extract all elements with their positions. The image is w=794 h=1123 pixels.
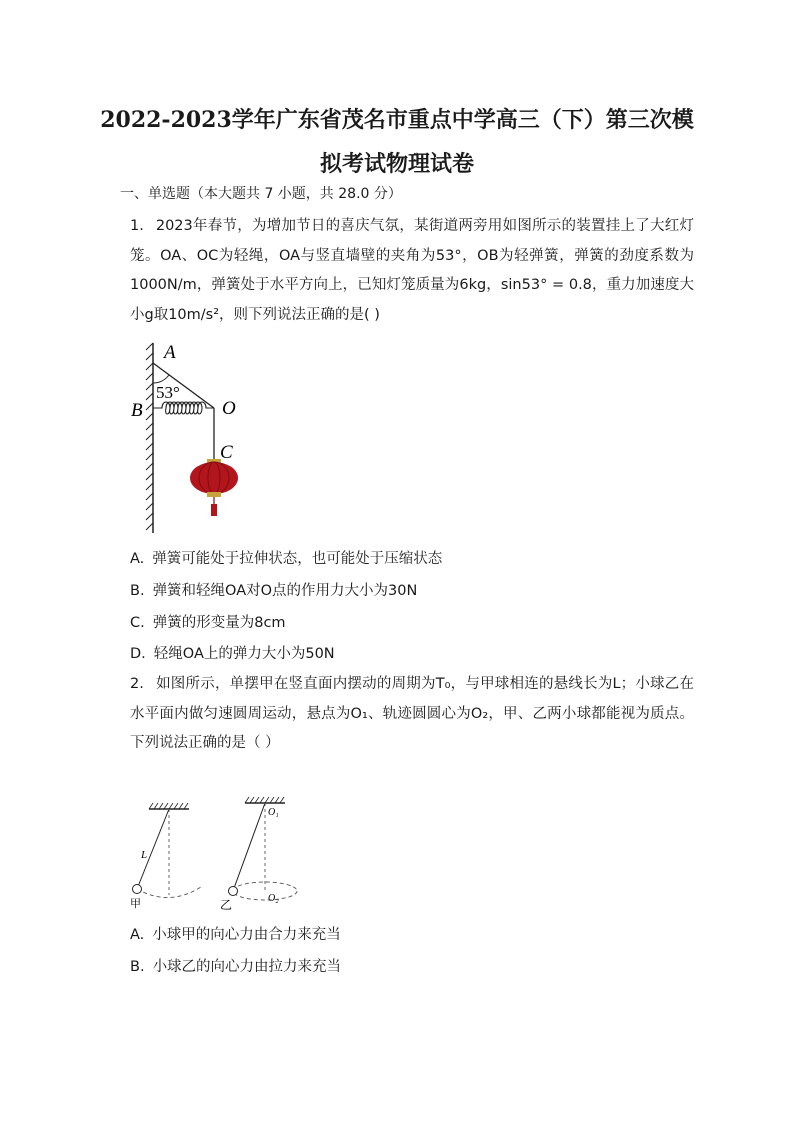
label-o2: O₂ xyxy=(268,893,279,904)
question-text: 2023年春节，为增加节日的喜庆气氛，某街道两旁用如图所示的装置挂上了大红灯笼。OA、OC为轻绳，OA与竖直墙壁的夹角为53°，OB为轻弹簧，弹簧的劲度系数为1000N/m，弹簧处于水平方向上，已知灯笼质量为6kg，sin53° = 0.8，重力加速度大小g取10m/s²，则下列说法正确的是( ) xyxy=(130,218,694,323)
option-b[interactable]: B. 小球乙的向心力由拉力来充当 xyxy=(130,959,342,975)
label-c: C xyxy=(220,442,233,463)
wall-hatching xyxy=(146,343,153,530)
option-a[interactable]: A. 弹簧可能处于拉伸状态，也可能处于压缩状态 xyxy=(130,551,443,567)
option-a[interactable]: A. 小球甲的向心力由合力来充当 xyxy=(130,927,341,943)
question-1 xyxy=(130,212,694,330)
lantern-figure xyxy=(128,338,258,538)
option-d[interactable]: D. 轻绳OA上的弹力大小为50N xyxy=(130,646,335,662)
question-text: 如图所示，单摆甲在竖直面内摆动的周期为T₀，与甲球相连的悬线长为L；小球乙在水平面内做匀速圆周运动，悬点为O₁、轨迹圆圆心为O₂，甲、乙两小球都能视为质点。下列说法正确的是（ ） xyxy=(130,676,694,751)
question-number: 1. xyxy=(130,218,144,234)
option-c[interactable]: C. 弹簧的形变量为8cm xyxy=(130,615,286,631)
angle-arc xyxy=(153,375,169,383)
label-yi: 乙 xyxy=(220,898,233,912)
lantern-icon xyxy=(190,459,238,516)
document-title: 2022-2023学年广东省茂名市重点中学高三（下）第三次模拟考试物理试卷 xyxy=(100,107,694,177)
option-b[interactable]: B. 弹簧和轻绳OA对O点的作用力大小为30N xyxy=(130,583,418,599)
section-heading: 一、单选题（本大题共 7 小题，共 28.0 分） xyxy=(120,186,402,202)
label-l: L xyxy=(141,849,148,861)
label-a: A xyxy=(164,342,176,363)
angle-label: 53° xyxy=(156,383,180,402)
label-o: O xyxy=(222,398,236,419)
question-2 xyxy=(130,670,694,759)
label-b: B xyxy=(131,400,143,421)
label-jia: 甲 xyxy=(130,898,141,910)
spring-ob xyxy=(153,402,214,414)
pendulum-figure xyxy=(125,795,315,915)
question-number: 2. xyxy=(130,676,144,692)
label-o1: O₁ xyxy=(268,807,279,818)
